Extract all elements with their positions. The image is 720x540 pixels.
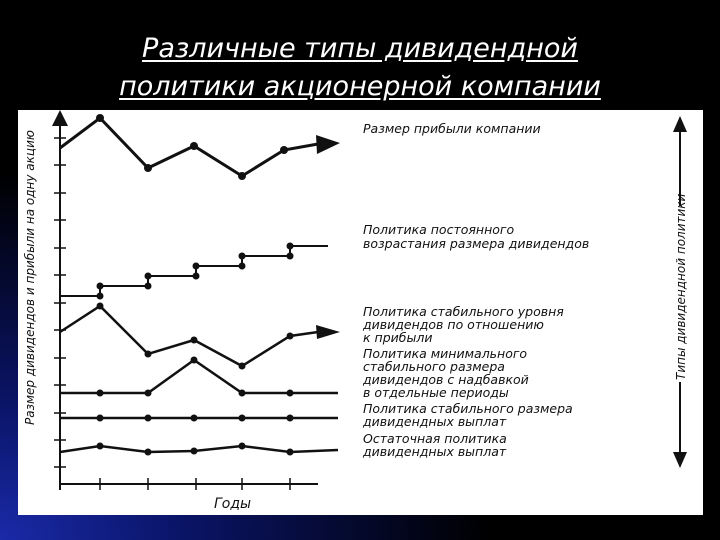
stable-size-point <box>145 415 152 422</box>
profit-point <box>144 164 152 172</box>
residual-point <box>287 449 294 456</box>
stable-level-point <box>239 363 246 370</box>
stable-level-point <box>287 333 294 340</box>
series-stable-level <box>60 303 340 370</box>
title-line-2: политики акционерной компании <box>119 71 601 102</box>
profit-point <box>96 114 104 122</box>
growing-point <box>145 283 152 290</box>
growing-point <box>97 283 104 290</box>
label-stable-size-1: Политика стабильного размера <box>363 401 573 416</box>
growing-point <box>287 253 294 260</box>
residual-point <box>145 449 152 456</box>
growing-point <box>239 253 246 260</box>
label-minimal-plus-1: Политика минимального <box>363 346 528 361</box>
stable-level-point <box>145 351 152 358</box>
minimal-plus-point <box>191 357 198 364</box>
series-residual <box>60 443 338 456</box>
label-growing-2: возрастания размера дивидендов <box>363 236 590 251</box>
profit-point <box>280 146 288 154</box>
diagram-canvas <box>18 110 703 515</box>
label-growing-1: Политика постоянного <box>363 222 515 237</box>
label-stable-level-1: Политика стабильного уровня <box>363 304 564 319</box>
stable-level-point <box>97 303 104 310</box>
minimal-plus-point <box>97 390 104 397</box>
growing-point <box>239 263 246 270</box>
up-arrow-icon <box>673 116 687 132</box>
minimal-plus-point <box>287 390 294 397</box>
label-stable-size-2: дивидендных выплат <box>363 414 507 429</box>
label-minimal-plus-2: стабильного размера <box>363 359 505 374</box>
label-minimal-plus-3: дивидендов с надбавкой <box>363 372 529 387</box>
series-labels <box>362 121 589 459</box>
residual-point <box>239 443 246 450</box>
y-axis-label: Размер дивидендов и прибыли на одну акцию <box>23 130 37 425</box>
y-axis-arrow-icon <box>52 110 68 126</box>
label-profit: Размер прибыли компании <box>363 121 541 136</box>
stable-size-point <box>191 415 198 422</box>
label-residual-2: дивидендных выплат <box>363 444 507 459</box>
y-axis <box>52 110 68 490</box>
profit-line <box>60 118 318 176</box>
title-line-1: Различные типы дивидендной <box>142 33 578 64</box>
label-minimal-plus-4: в отдельные периоды <box>363 385 509 400</box>
growing-point <box>193 263 200 270</box>
label-stable-level-3: к прибыли <box>363 330 433 345</box>
label-residual-1: Остаточная политика <box>363 431 507 446</box>
minimal-plus-point <box>239 390 246 397</box>
residual-point <box>191 448 198 455</box>
x-axis-label: Годы <box>214 496 252 512</box>
stable-size-point <box>97 415 104 422</box>
down-arrow-icon <box>673 452 687 468</box>
minimal-plus-line <box>60 360 338 393</box>
dividend-policy-diagram <box>18 110 703 515</box>
series-profit <box>60 114 340 180</box>
growing-point <box>287 243 294 250</box>
profit-point <box>190 142 198 150</box>
stable-level-arrow-icon <box>316 325 340 339</box>
residual-point <box>97 443 104 450</box>
x-axis <box>60 478 318 490</box>
stable-level-point <box>191 337 198 344</box>
series-minimal-plus <box>60 357 338 397</box>
slide-title <box>60 30 660 106</box>
stable-level-line <box>60 306 318 366</box>
stable-size-point <box>239 415 246 422</box>
right-axis <box>668 116 692 468</box>
growing-point <box>193 273 200 280</box>
growing-point <box>97 293 104 300</box>
series-stable-size <box>60 415 338 422</box>
stable-size-point <box>287 415 294 422</box>
label-stable-level-2: дивидендов по отношению <box>363 317 544 332</box>
series-growing <box>60 243 328 300</box>
profit-point <box>238 172 246 180</box>
right-axis-label: Типы дивидендной политики <box>674 193 688 380</box>
growing-point <box>145 273 152 280</box>
profit-arrow-icon <box>316 135 340 154</box>
minimal-plus-point <box>145 390 152 397</box>
